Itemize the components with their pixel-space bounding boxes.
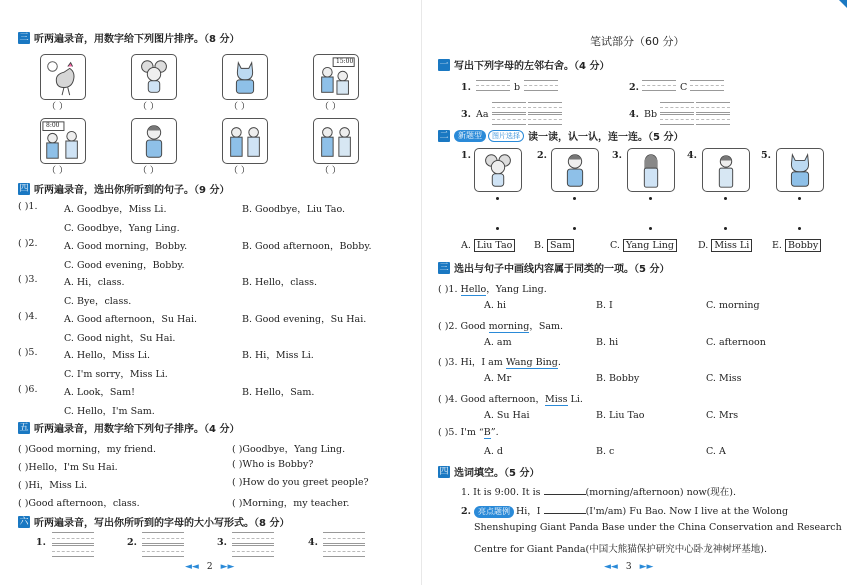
- picture-boy-girl: [313, 118, 359, 164]
- sentence-text: Good afternoon，: [460, 393, 545, 405]
- question-number[interactable]: ( )1.: [18, 201, 38, 212]
- section-number: 六: [19, 516, 29, 527]
- option-c: C. Goodbye，Yang Ling.: [64, 223, 180, 234]
- question-sentence: [438, 354, 561, 368]
- order-item[interactable]: ( )Morning，my teacher.: [232, 498, 350, 509]
- writing-line[interactable]: [323, 532, 365, 544]
- underlined-word: B: [483, 427, 491, 438]
- new-type-tag: 新题型: [454, 130, 486, 142]
- write-label: 4.: [308, 537, 318, 548]
- match-dot[interactable]: [496, 227, 499, 230]
- highlight-tag: 亮点题例: [474, 506, 514, 518]
- picture-rooster: [40, 54, 86, 100]
- name-option: E. Bobby: [772, 240, 821, 251]
- option-a: A. Su Hai: [484, 409, 530, 421]
- picture-girl-2: [702, 148, 750, 192]
- page-num: 3: [625, 562, 632, 572]
- option-c: C. A: [706, 446, 726, 457]
- answer-paren[interactable]: （ ）: [320, 166, 341, 176]
- writing-line[interactable]: [696, 102, 730, 113]
- underlined-word: Miss: [545, 393, 568, 405]
- question-sentence: [438, 427, 499, 438]
- option-a: A. hi: [484, 300, 507, 311]
- picture-two-girls: [222, 118, 268, 164]
- section-title: 读一读，认一认，连一连。（5 分）: [528, 132, 684, 143]
- section-number: 五: [19, 422, 29, 433]
- match-dot[interactable]: [496, 197, 499, 200]
- fill-question-2-line2: Shenshuping Giant Panda Base under the China Conservation and Research: [474, 522, 842, 533]
- option-c: C. I'm sorry，Miss Li.: [64, 369, 168, 380]
- question-number: 1.: [461, 82, 471, 93]
- section-title: 听两遍录音，用数字给下列图片排序。（8 分）: [34, 34, 240, 45]
- writing-line[interactable]: [524, 80, 558, 91]
- picture-mouse: [131, 54, 177, 100]
- writing-line[interactable]: [642, 80, 676, 91]
- fill-blank[interactable]: [544, 494, 586, 495]
- section-title: 选词填空。（5 分）: [454, 468, 540, 479]
- fill-blank[interactable]: [544, 513, 586, 514]
- option-c: C. Mrs: [706, 409, 739, 421]
- sentence-text: ”.: [490, 427, 499, 438]
- underlined-word: Wang Bing: [505, 357, 558, 368]
- option-a: A. d: [484, 446, 503, 457]
- writing-line[interactable]: [52, 545, 94, 557]
- option-c: C. Hello，I'm Sam.: [64, 405, 155, 417]
- picture-teacher-clock: [40, 118, 86, 164]
- option-b: B. c: [596, 446, 615, 457]
- writing-line[interactable]: [690, 80, 724, 91]
- option-b: B. Good afternoon，Bobby.: [242, 240, 372, 252]
- order-item[interactable]: ( )Hello，I'm Su Hai.: [18, 462, 118, 473]
- letter: Aa: [476, 109, 489, 120]
- writing-line[interactable]: [323, 545, 365, 557]
- question-number[interactable]: ( )3.: [18, 274, 38, 285]
- section-4-heading: [438, 464, 539, 479]
- option-a: A. Good afternoon，Su Hai.: [64, 313, 198, 325]
- sentence-text: .: [557, 357, 561, 368]
- question-number: 4.: [687, 150, 697, 161]
- match-dot[interactable]: [573, 227, 576, 230]
- option-a: A. Look，Sam!: [64, 386, 135, 398]
- order-item[interactable]: ( )Goodbye，Yang Ling.: [232, 444, 346, 455]
- writing-line[interactable]: [660, 102, 694, 113]
- question-sentence: [438, 391, 583, 405]
- sentence-text: Li.: [567, 393, 583, 405]
- section-title: 写出下列字母的左邻右舍。（4 分）: [454, 61, 610, 72]
- match-dot[interactable]: [649, 227, 652, 230]
- fill-question-2-line3: Centre for Giant Panda(中国大熊猫保护研究中心卧龙神树坪基地).: [474, 544, 767, 555]
- option-a: A. Mr: [484, 373, 512, 384]
- letter: b: [514, 82, 521, 93]
- section-number: 四: [439, 466, 449, 477]
- underlined-word: morning: [488, 320, 530, 332]
- option-b: B. Hello，class.: [242, 277, 318, 288]
- fill-question-1: 1. It is 9:00. It is (morning/afternoon) now(现在).: [461, 487, 737, 498]
- write-label: 3.: [217, 537, 227, 548]
- option-a: A. am: [484, 336, 512, 348]
- match-dot[interactable]: [724, 197, 727, 200]
- option-b: B. Liu Tao: [596, 409, 645, 421]
- sentence-text: I'm “: [460, 427, 484, 438]
- right-page: [420, 0, 847, 585]
- prev-arrow-icon: ◄◄: [604, 562, 618, 572]
- section-1-heading: [438, 57, 609, 72]
- section-5-heading: [18, 420, 239, 435]
- order-item[interactable]: ( )Good afternoon，class.: [18, 498, 140, 509]
- picture-mouse: [474, 148, 522, 192]
- writing-line[interactable]: [528, 102, 562, 113]
- question-number: 2.: [629, 82, 639, 93]
- option-b: B. Hello，Sam.: [242, 386, 315, 398]
- option-c: C. morning: [706, 300, 760, 311]
- writing-line[interactable]: [492, 102, 526, 113]
- left-page: [0, 0, 420, 585]
- question-number[interactable]: ( )6.: [18, 383, 38, 395]
- clock-time: 15:00: [336, 58, 354, 65]
- writing-line[interactable]: [696, 114, 730, 125]
- answer-paren[interactable]: ( )4.: [438, 393, 458, 405]
- section-2-heading: [438, 128, 683, 143]
- write-label: 2.: [127, 537, 137, 548]
- order-item[interactable]: ( )How do you greet people?: [232, 477, 369, 488]
- writing-line[interactable]: [232, 545, 274, 557]
- sentence-text: Hi，I am: [460, 357, 506, 368]
- section-number: 三: [19, 32, 29, 43]
- answer-paren[interactable]: （ ）: [229, 166, 250, 176]
- page-number: [185, 562, 234, 572]
- picture-girl: [131, 118, 177, 164]
- writing-line[interactable]: [142, 545, 184, 557]
- option-c: C. Good evening，Bobby.: [64, 259, 185, 271]
- option-b: B. Goodbye，Liu Tao.: [242, 204, 346, 215]
- order-item[interactable]: ( )Who is Bobby?: [232, 459, 314, 470]
- sentence-text: ，Sam.: [529, 320, 564, 332]
- section-6-heading: [18, 514, 289, 529]
- section-3-heading: [438, 260, 669, 275]
- answer-paren[interactable]: （ ）: [229, 102, 250, 112]
- answer-paren[interactable]: （ ）: [320, 102, 341, 112]
- option-a: A. Hi，class.: [64, 277, 125, 288]
- writing-line[interactable]: [492, 114, 526, 125]
- question-number[interactable]: ( )4.: [18, 310, 38, 322]
- match-dot[interactable]: [798, 197, 801, 200]
- writing-line[interactable]: [660, 114, 694, 125]
- question-number: 3.: [612, 150, 622, 161]
- option-b: B. Hi，Miss Li.: [242, 350, 314, 361]
- question-sentence: [438, 281, 547, 295]
- sentence-text: ，Yang Ling.: [486, 284, 547, 295]
- match-dot[interactable]: [724, 227, 727, 230]
- written-part-header: 笔试部分（60 分）: [590, 35, 685, 48]
- section-3-heading: [18, 30, 239, 45]
- picture-girl: [551, 148, 599, 192]
- section-title: 选出与句子中画线内容属于同类的一项。（5 分）: [454, 264, 670, 275]
- option-b: B. Bobby: [596, 373, 640, 384]
- next-arrow-icon: ►►: [639, 562, 654, 572]
- option-a: A. Good morning，Bobby.: [64, 240, 188, 252]
- writing-line[interactable]: [232, 532, 274, 544]
- answer-paren[interactable]: ( )3.: [438, 357, 458, 368]
- picture-cat-boy: [222, 54, 268, 100]
- question-number: 2.: [537, 150, 547, 161]
- name-option: A. Liu Tao: [461, 240, 515, 251]
- answer-paren[interactable]: ( )1.: [438, 284, 458, 295]
- option-c: C. afternoon: [706, 336, 766, 348]
- sentence-text: Good: [460, 320, 489, 332]
- answer-paren[interactable]: ( )5.: [438, 427, 458, 438]
- name-option: C. Yang Ling: [610, 240, 677, 251]
- next-arrow-icon: ►►: [220, 562, 235, 572]
- match-dot[interactable]: [573, 197, 576, 200]
- answer-paren[interactable]: （ ）: [47, 166, 68, 176]
- name-option: B. Sam: [534, 240, 574, 251]
- option-c: C. Miss: [706, 373, 742, 384]
- option-a: A. Hello，Miss Li.: [64, 350, 151, 361]
- option-c: C. Good night，Su Hai.: [64, 332, 176, 344]
- question-sentence: [438, 318, 563, 332]
- picture-cat: [776, 148, 824, 192]
- question-number[interactable]: ( )5.: [18, 347, 38, 358]
- match-dot[interactable]: [798, 227, 801, 230]
- question-number: 1.: [461, 150, 471, 161]
- letter: C: [680, 82, 688, 93]
- answer-paren[interactable]: （ ）: [138, 166, 159, 176]
- picture-boy-clock: [313, 54, 359, 100]
- question-number: 5.: [761, 150, 771, 161]
- fill-question-2: 2. 亮点题例 Hi，I (I'm/am) Fu Bao. Now I live at the Wolong: [461, 506, 789, 517]
- prev-arrow-icon: ◄◄: [185, 562, 199, 572]
- writing-line[interactable]: [476, 80, 510, 91]
- writing-line[interactable]: [52, 532, 94, 544]
- answer-paren[interactable]: （ ）: [47, 102, 68, 112]
- option-b: B. Good evening，Su Hai.: [242, 313, 367, 325]
- match-dot[interactable]: [649, 197, 652, 200]
- option-b: B. hi: [596, 336, 619, 348]
- order-item[interactable]: ( )Good morning，my friend.: [18, 444, 157, 455]
- section-title: 听两遍录音，写出你所听到的字母的大小写形式。（8 分）: [34, 518, 290, 529]
- writing-line[interactable]: [528, 114, 562, 125]
- pic-select-tag: 图片选择: [488, 130, 524, 142]
- section-number: 一: [439, 59, 449, 70]
- underlined-word: Hello: [460, 284, 487, 295]
- page-number: [604, 562, 653, 572]
- write-label: 1.: [36, 537, 46, 548]
- option-c: C. Bye，class.: [64, 296, 132, 307]
- section-4-heading: [18, 181, 229, 196]
- letter: Bb: [644, 109, 658, 120]
- picture-woman: [627, 148, 675, 192]
- option-a: A. Goodbye，Miss Li.: [64, 204, 167, 215]
- order-item[interactable]: ( )Hi，Miss Li.: [18, 480, 88, 491]
- section-number: 三: [439, 262, 449, 273]
- question-number: 4.: [629, 109, 639, 120]
- name-option: D. Miss Li: [698, 240, 752, 251]
- question-number[interactable]: ( )2.: [18, 237, 38, 249]
- writing-line[interactable]: [142, 532, 184, 544]
- section-title: 听两遍录音，选出你所听到的句子。（9 分）: [34, 185, 230, 196]
- page-num: 2: [206, 562, 213, 572]
- section-number: 二: [439, 130, 449, 141]
- section-title: 听两遍录音，用数字给下列句子排序。（4 分）: [34, 424, 240, 435]
- clock-time: 8:00: [46, 122, 60, 129]
- question-number: 3.: [461, 109, 471, 120]
- section-number: 四: [19, 183, 29, 194]
- answer-paren[interactable]: （ ）: [138, 102, 159, 112]
- option-b: B. I: [596, 300, 613, 311]
- answer-paren[interactable]: ( )2.: [438, 320, 458, 332]
